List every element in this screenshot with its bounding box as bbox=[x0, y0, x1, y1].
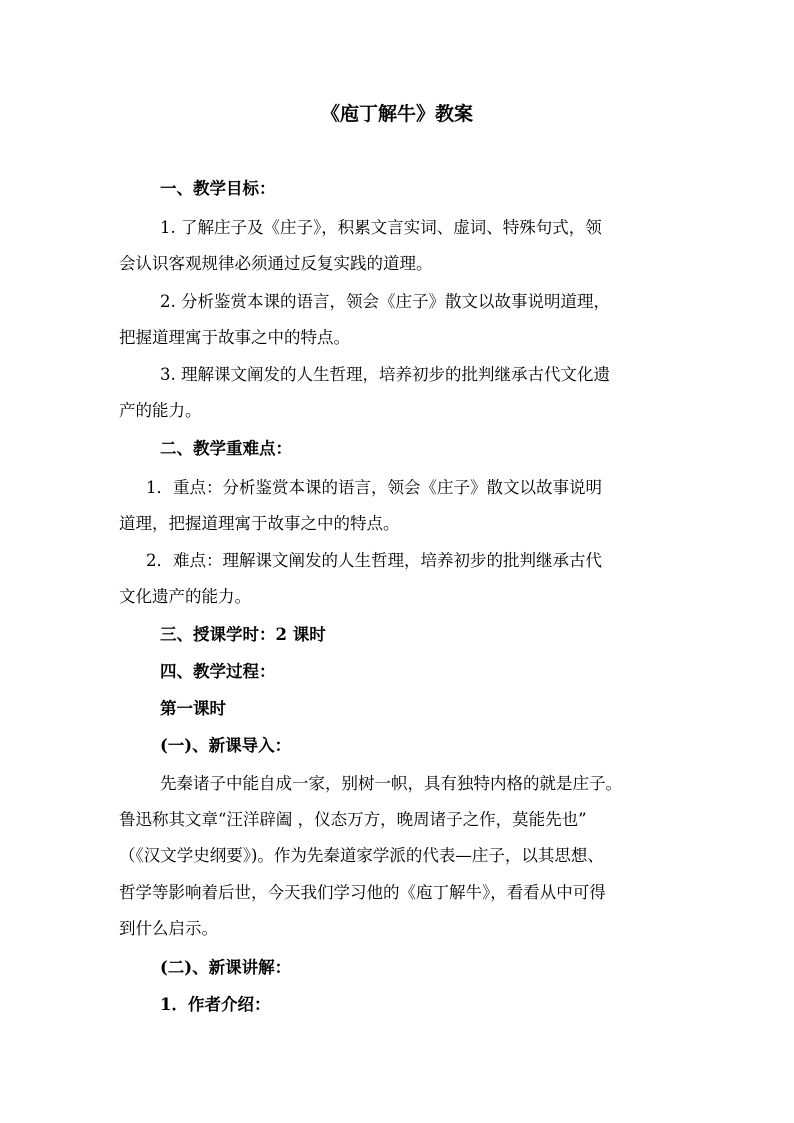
intro-line-4: 哲学等影响着后世，今天我们学习他的《庖丁解牛》，看看从中可得 bbox=[119, 883, 606, 902]
objective-1-line-1: 1. 了解庄子及《庄子》，积累文言实词、虚词、特殊句式，领 bbox=[160, 218, 602, 237]
objective-3-line-1: 3. 理解课文阐发的人生哲理，培养初步的批判继承古代文化遗 bbox=[160, 365, 610, 384]
page-title: 《庖丁解牛》教案 bbox=[320, 103, 473, 125]
heading-teaching-process: 四、教学过程： bbox=[160, 662, 276, 681]
objective-3-line-2: 产的能力。 bbox=[119, 401, 202, 420]
key-point-line-2: 道理，把握道理寓于故事之中的特点。 bbox=[119, 514, 400, 533]
difficulty-line-2: 文化遗产的能力。 bbox=[119, 587, 251, 606]
heading-introduction: (一)、新课导入： bbox=[160, 736, 292, 755]
intro-line-5: 到什么启示。 bbox=[119, 919, 218, 938]
heading-teaching-objectives: 一、教学目标： bbox=[160, 179, 276, 198]
heading-new-lesson: (二)、新课讲解： bbox=[160, 958, 292, 977]
heading-class-hours: 三、授课学时：2 课时 bbox=[160, 625, 326, 644]
heading-first-lesson: 第一课时 bbox=[160, 699, 226, 718]
intro-line-2: 鲁迅称其文章“汪洋辟阖 ，仪态万方，晚周诸子之作，莫能先也” bbox=[119, 810, 587, 829]
intro-line-1: 先秦诸子中能自成一家，别树一帜，具有独特内格的就是庄子。 bbox=[160, 774, 622, 793]
objective-2-line-2: 把握道理寓于故事之中的特点。 bbox=[119, 328, 350, 347]
heading-author-intro: 1．作者介绍： bbox=[160, 995, 271, 1014]
difficulty-line-1: 2．难点：理解课文阐发的人生哲理，培养初步的批判继承古代 bbox=[146, 551, 602, 570]
intro-line-3: （《汉文学史纲要》)。作为先秦道家学派的代表—庄子，以其思想、 bbox=[119, 846, 604, 865]
objective-1-line-2: 会认识客观规律必须通过反复实践的道理。 bbox=[119, 254, 433, 273]
heading-key-points: 二、教学重难点： bbox=[160, 439, 292, 458]
objective-2-line-1: 2. 分析鉴赏本课的语言，领会《庄子》散文以故事说明道理， bbox=[160, 292, 610, 311]
key-point-line-1: 1．重点：分析鉴赏本课的语言，领会《庄子》散文以故事说明 bbox=[146, 478, 602, 497]
